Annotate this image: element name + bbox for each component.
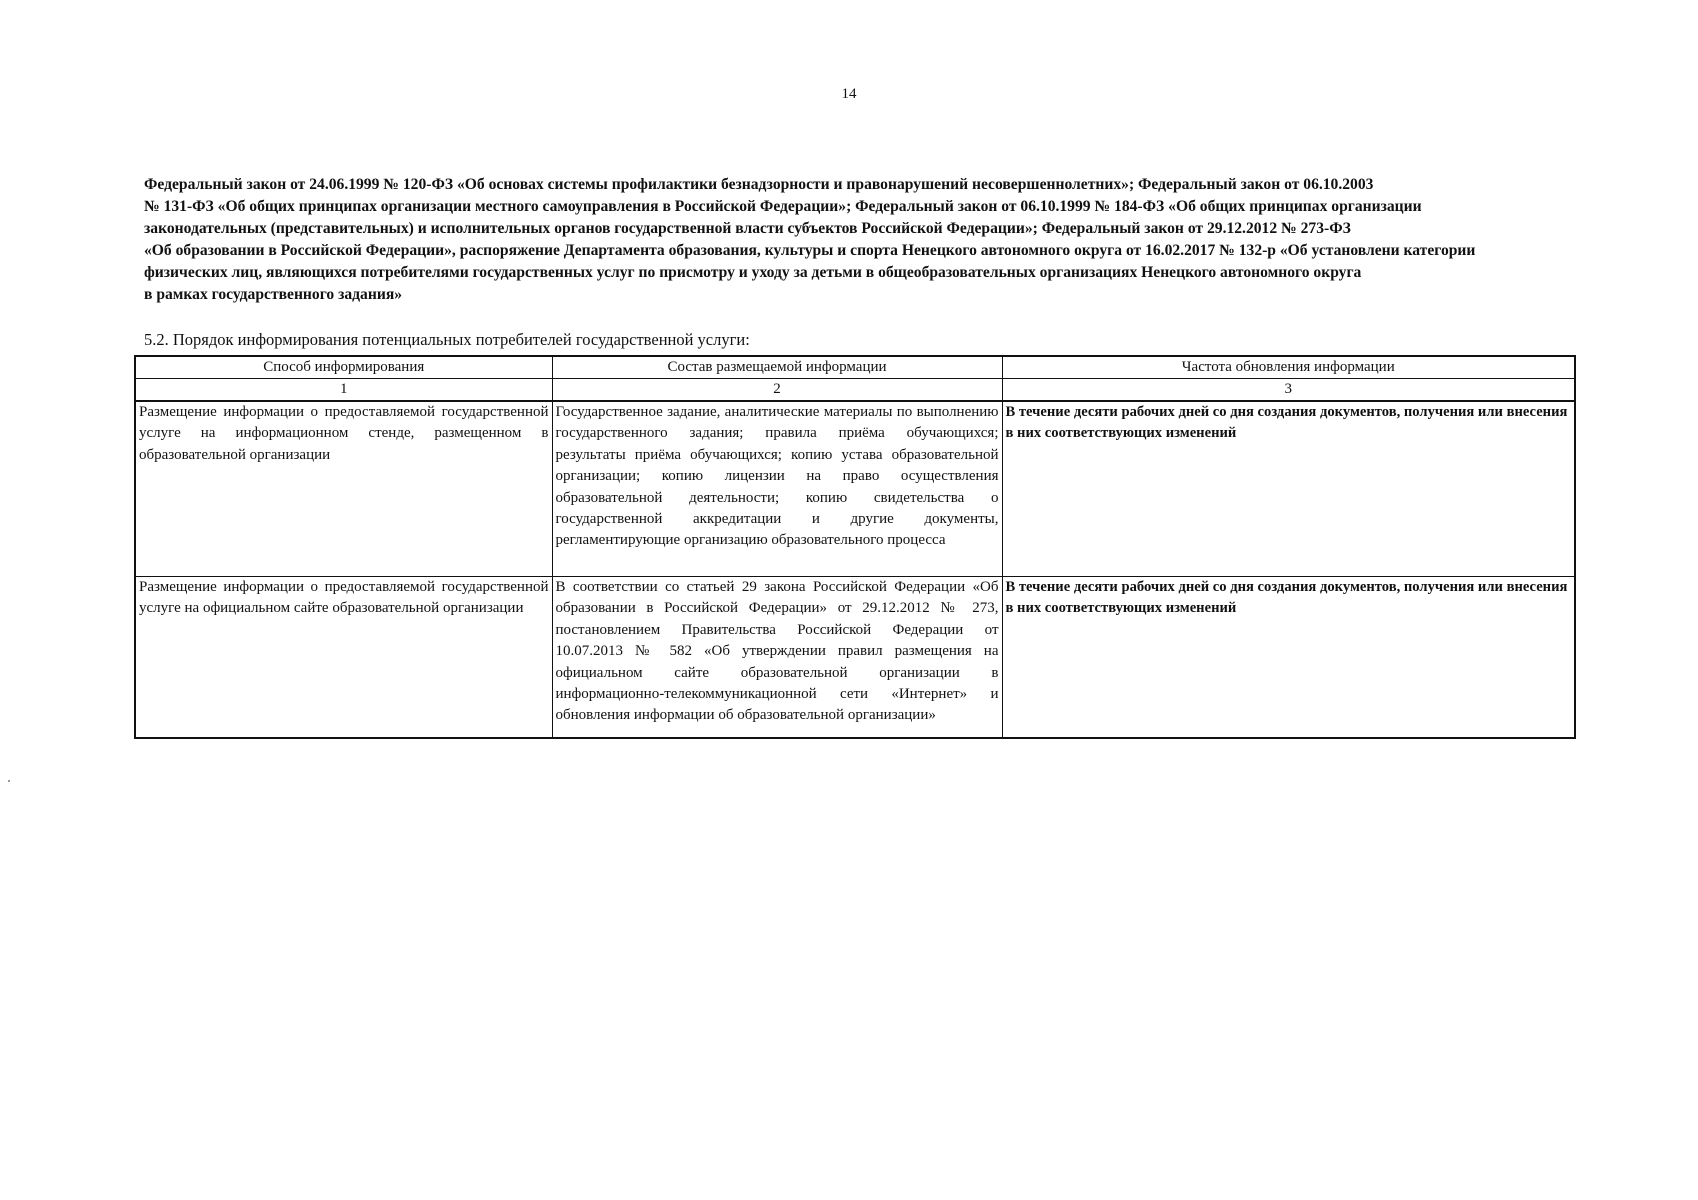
column-number: 2 (552, 379, 1002, 402)
table-header-row (135, 356, 1575, 379)
legal-basis-line: законодательных (представительных) и исполнительных органов государственной власти субъектов Российской Федерации»; Федеральный закон от 29.12.2012 № 273-ФЗ (144, 220, 1351, 237)
table-row (135, 401, 1575, 577)
frequency-cell: В течение десяти рабочих дней со дня создания документов, получения или внесения в них соответствующих изменений (1002, 401, 1575, 577)
page-number: 14 (841, 86, 857, 102)
legal-basis-line: Федеральный закон от 24.06.1999 № 120-ФЗ «Об основах системы профилактики безнадзорности и правонарушений несовершеннолетних»; Федеральный закон от 06.10.2003 (144, 176, 1374, 193)
legal-basis-line: «Об образовании в Российской Федерации», распоряжение Департамента образования, культуры и спорта Ненецкого автономного округа от 16.02.2017 № 132-р «Об установлени категории (144, 242, 1476, 259)
legal-basis-line: в рамках государственного задания» (144, 286, 403, 303)
legal-basis-line: физических лиц, являющихся потребителями государственных услуг по присмотру и уходу за детьми в общеобразовательных организациях Ненецкого автономного округа (144, 264, 1362, 281)
legal-basis-paragraph (144, 174, 1584, 306)
method-cell: Размещение информации о предоставляемой государственной услуге на официальном сайте образовательной организации (135, 577, 552, 739)
legal-basis-line: № 131-ФЗ «Об общих принципах организации местного самоуправления в Российской Федерации»; Федеральный закон от 06.10.1999 № 184-ФЗ «Об общих принципах организации (144, 198, 1422, 215)
column-number: 3 (1002, 379, 1575, 402)
scan-edge-mark (8, 780, 10, 782)
frequency-cell: В течение десяти рабочих дней со дня создания документов, получения или внесения в них соответствующих изменений (1002, 577, 1575, 739)
column-header-content: Состав размещаемой информации (552, 356, 1002, 379)
column-number: 1 (135, 379, 552, 402)
column-header-method: Способ информирования (135, 356, 552, 379)
table-row (135, 577, 1575, 739)
information-table (134, 355, 1576, 739)
section-heading: 5.2. Порядок информирования потенциальных потребителей государственной услуги: (144, 330, 750, 349)
column-number-row (135, 379, 1575, 402)
content-cell: Государственное задание, аналитические материалы по выполнению государственного задания; правила приёма обучающихся; результаты приёма обучающихся; копию устава образовательной организации; копию лицензии на право осуществления образовательной деятельности; копию свидетельства о государственной аккредитации и другие документы, регламентирующие организацию образовательного процесса (552, 401, 1002, 577)
method-cell: Размещение информации о предоставляемой государственной услуге на информационном стенде, размещенном в образовательной организации (135, 401, 552, 577)
column-header-frequency: Частота обновления информации (1002, 356, 1575, 379)
content-cell: В соответствии со статьей 29 закона Российской Федерации «Об образовании в Российской Федерации» от 29.12.2012 № 273, постановлением Правительства Российской Федерации от 10.07.2013 № 582 «Об утверждении правил размещения на официальном сайте образовательной организации в информационно-телекоммуникационной сети «Интернет» и обновления информации об образовательной организации» (552, 577, 1002, 739)
